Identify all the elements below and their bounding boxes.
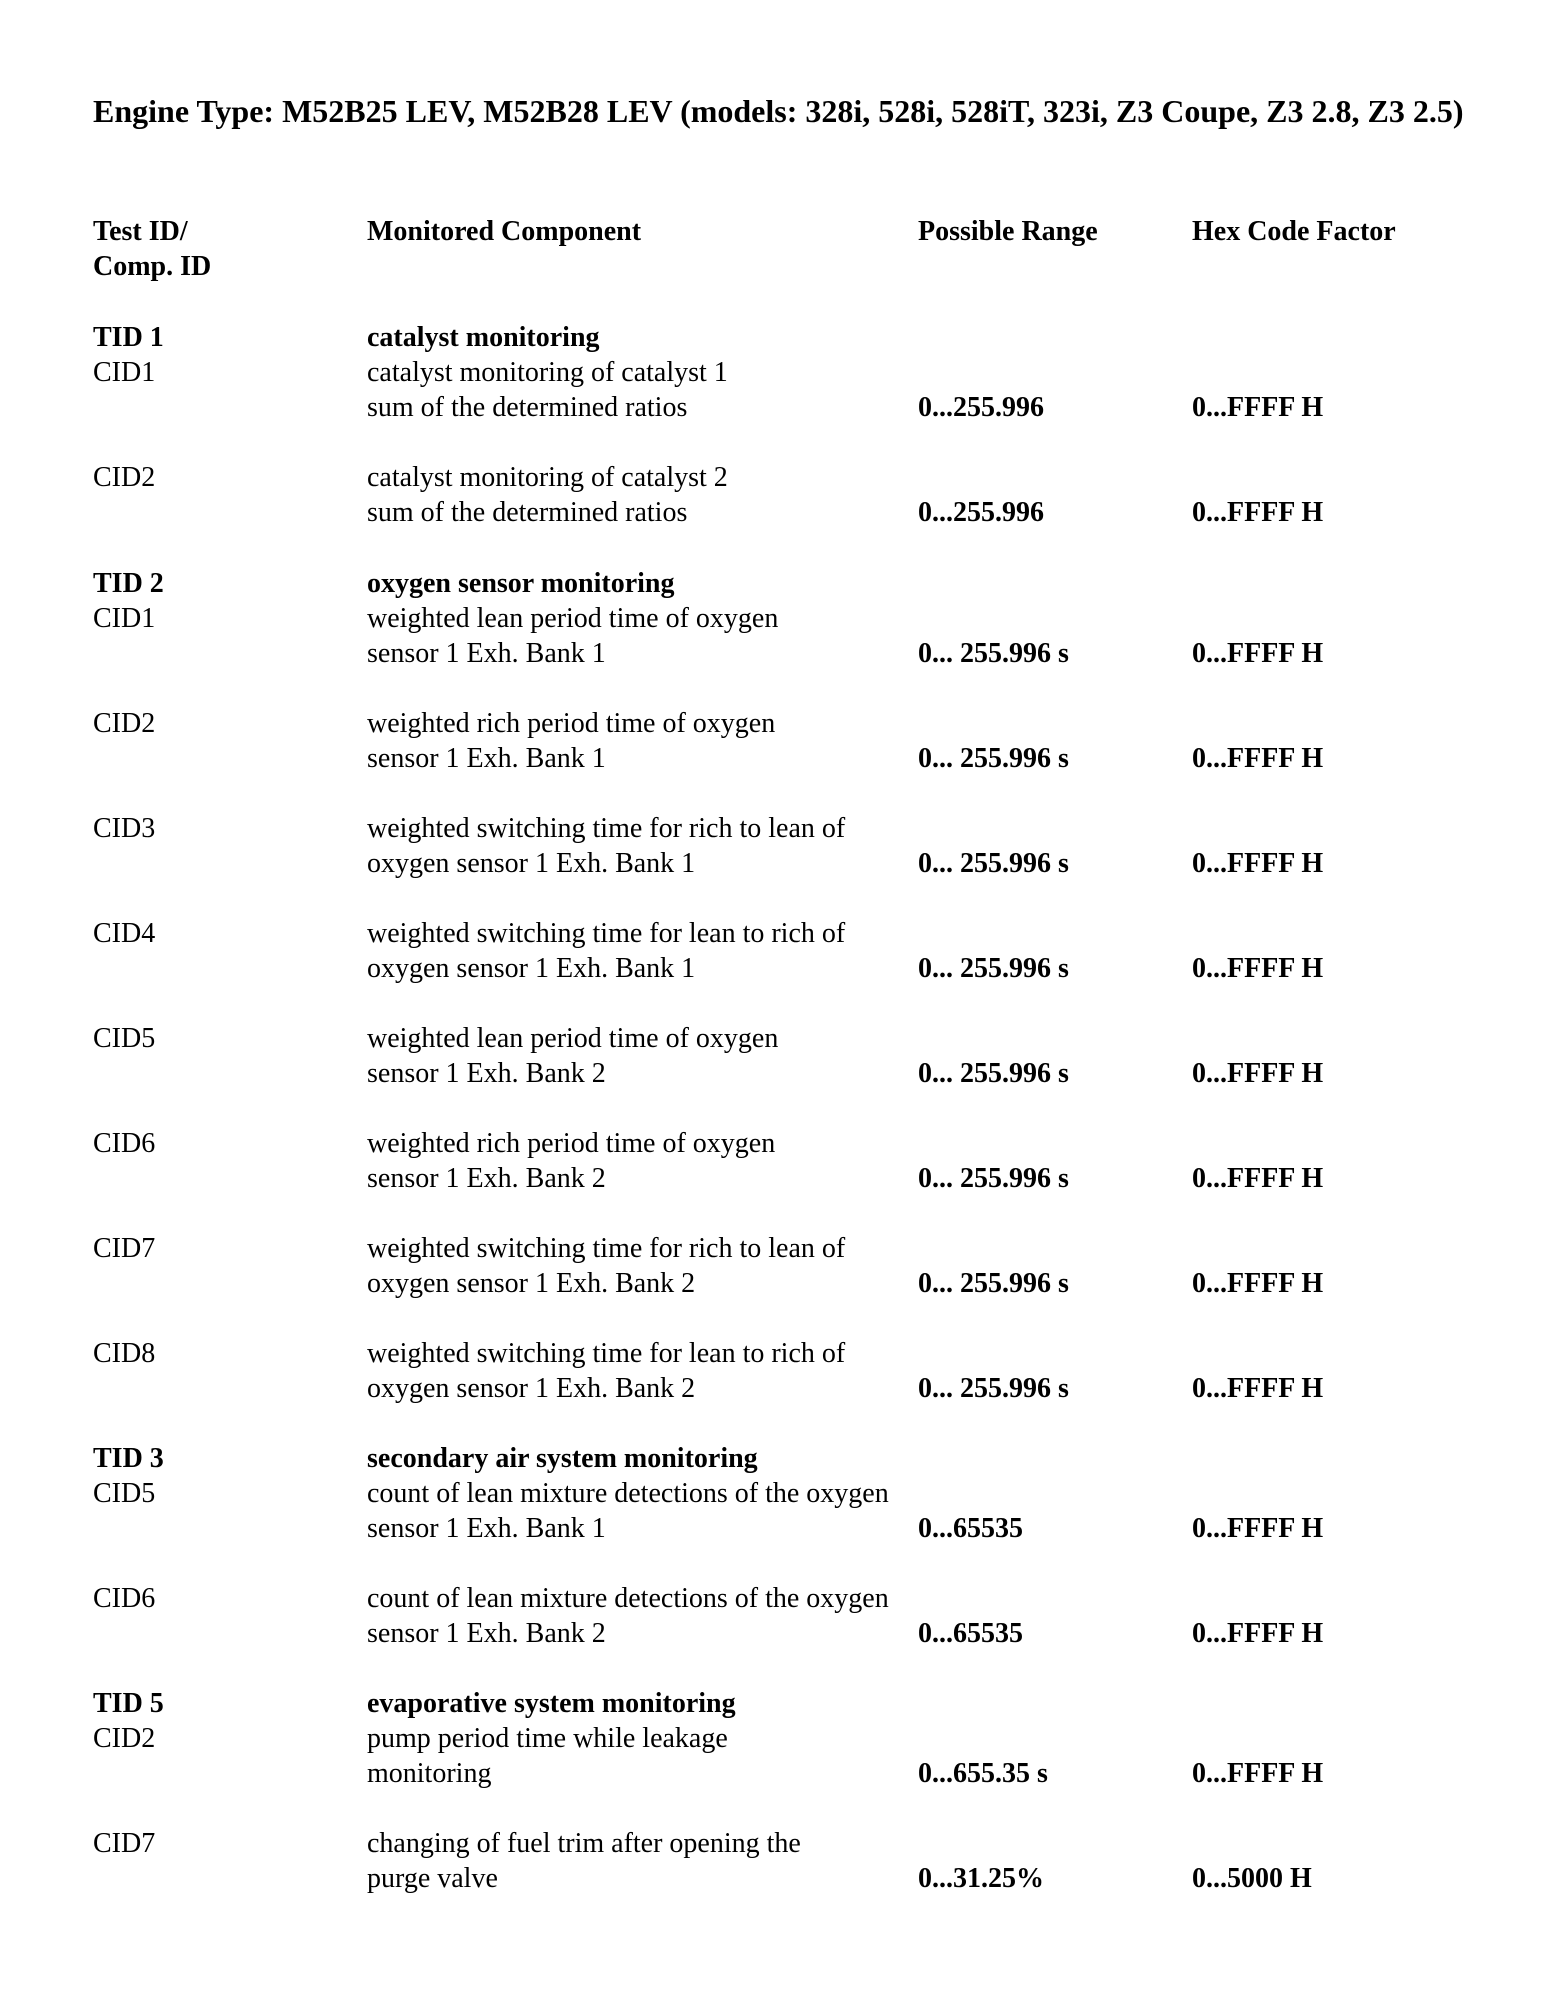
header-test-id-line1: Test ID/ xyxy=(93,216,188,247)
row-id-cell xyxy=(93,811,353,846)
component-id: CID3 xyxy=(93,813,156,844)
component-id: CID1 xyxy=(93,603,156,634)
table-row xyxy=(0,1441,1568,1551)
group-title: catalyst monitoring xyxy=(367,322,600,353)
hex-value: 0...FFFF H xyxy=(1192,848,1324,879)
table-row xyxy=(0,1021,1568,1131)
row-id-cell xyxy=(93,1826,353,1861)
hex-value: 0...FFFF H xyxy=(1192,1618,1324,1649)
row-id-cell xyxy=(93,1021,353,1056)
hex-value: 0...FFFF H xyxy=(1192,392,1324,423)
component-cell xyxy=(367,460,927,530)
component-line2: oxygen sensor 1 Exh. Bank 2 xyxy=(367,1373,696,1404)
table-row xyxy=(0,1231,1568,1341)
header-test-id-line2: Comp. ID xyxy=(93,251,212,282)
component-cell xyxy=(367,1231,927,1301)
component-line2: sensor 1 Exh. Bank 1 xyxy=(367,638,606,669)
range-value: 0... 255.996 s xyxy=(918,1373,1069,1404)
test-id: TID 2 xyxy=(93,568,164,599)
range-value: 0...255.996 xyxy=(918,392,1044,423)
hex-value: 0...FFFF H xyxy=(1192,953,1324,984)
component-line2: monitoring xyxy=(367,1758,492,1789)
table-row xyxy=(0,320,1568,430)
hex-value: 0...FFFF H xyxy=(1192,743,1324,774)
table-row xyxy=(0,1126,1568,1236)
row-id-cell xyxy=(93,1126,353,1161)
test-id: TID 5 xyxy=(93,1688,164,1719)
table-row xyxy=(0,811,1568,921)
table-row xyxy=(0,916,1568,1026)
range-value: 0...65535 xyxy=(918,1513,1023,1544)
header-test-id xyxy=(93,214,211,284)
component-id: CID7 xyxy=(93,1233,156,1264)
component-line1: count of lean mixture detections of the oxygen xyxy=(367,1583,889,1614)
range-value: 0... 255.996 s xyxy=(918,848,1069,879)
component-line2: sum of the determined ratios xyxy=(367,392,688,423)
component-line2: sensor 1 Exh. Bank 1 xyxy=(367,743,606,774)
hex-value: 0...FFFF H xyxy=(1192,638,1324,669)
component-cell xyxy=(367,916,927,986)
component-line2: oxygen sensor 1 Exh. Bank 1 xyxy=(367,848,696,879)
component-id: CID5 xyxy=(93,1478,156,1509)
table-row xyxy=(0,1826,1568,1936)
group-title: oxygen sensor monitoring xyxy=(367,568,675,599)
component-id: CID8 xyxy=(93,1338,156,1369)
hex-value: 0...FFFF H xyxy=(1192,1163,1324,1194)
component-line1: weighted switching time for lean to rich of xyxy=(367,918,846,949)
hex-value: 0...FFFF H xyxy=(1192,1058,1324,1089)
component-line1: weighted switching time for rich to lean of xyxy=(367,813,846,844)
range-value: 0...31.25% xyxy=(918,1863,1044,1894)
group-title: evaporative system monitoring xyxy=(367,1688,736,1719)
component-id: CID2 xyxy=(93,462,156,493)
row-id-cell xyxy=(93,566,353,636)
row-id-cell xyxy=(93,1686,353,1756)
component-line2: oxygen sensor 1 Exh. Bank 1 xyxy=(367,953,696,984)
table-row xyxy=(0,460,1568,570)
test-id: TID 1 xyxy=(93,322,164,353)
range-value: 0... 255.996 s xyxy=(918,1058,1069,1089)
group-title: secondary air system monitoring xyxy=(367,1443,758,1474)
row-id-cell xyxy=(93,1336,353,1371)
range-value: 0... 255.996 s xyxy=(918,953,1069,984)
hex-value: 0...FFFF H xyxy=(1192,1373,1324,1404)
component-line1: weighted rich period time of oxygen xyxy=(367,708,776,739)
component-line2: sensor 1 Exh. Bank 2 xyxy=(367,1618,606,1649)
range-value: 0... 255.996 s xyxy=(918,638,1069,669)
table-row xyxy=(0,1336,1568,1446)
table-row xyxy=(0,566,1568,676)
row-id-cell xyxy=(93,916,353,951)
component-cell xyxy=(367,566,927,671)
hex-value: 0...FFFF H xyxy=(1192,1758,1324,1789)
component-line1: weighted lean period time of oxygen xyxy=(367,603,779,634)
table-row xyxy=(0,1581,1568,1691)
component-line1: changing of fuel trim after opening the xyxy=(367,1828,801,1859)
component-line2: sensor 1 Exh. Bank 1 xyxy=(367,1513,606,1544)
component-id: CID7 xyxy=(93,1828,156,1859)
row-id-cell xyxy=(93,320,353,390)
component-line1: catalyst monitoring of catalyst 1 xyxy=(367,357,728,388)
component-line1: weighted lean period time of oxygen xyxy=(367,1023,779,1054)
component-line2: oxygen sensor 1 Exh. Bank 2 xyxy=(367,1268,696,1299)
table-row xyxy=(0,1686,1568,1796)
hex-value: 0...FFFF H xyxy=(1192,1268,1324,1299)
component-line2: purge valve xyxy=(367,1863,498,1894)
component-cell xyxy=(367,1686,927,1791)
component-line2: sum of the determined ratios xyxy=(367,497,688,528)
component-cell xyxy=(367,1826,927,1896)
component-cell xyxy=(367,1021,927,1091)
component-line2: sensor 1 Exh. Bank 2 xyxy=(367,1163,606,1194)
component-id: CID1 xyxy=(93,357,156,388)
row-id-cell xyxy=(93,706,353,741)
component-cell xyxy=(367,811,927,881)
hex-value: 0...5000 H xyxy=(1192,1863,1312,1894)
hex-value: 0...FFFF H xyxy=(1192,1513,1324,1544)
component-line1: weighted switching time for rich to lean of xyxy=(367,1233,846,1264)
range-value: 0...65535 xyxy=(918,1618,1023,1649)
component-id: CID6 xyxy=(93,1128,156,1159)
component-line1: pump period time while leakage xyxy=(367,1723,728,1754)
component-id: CID2 xyxy=(93,1723,156,1754)
component-id: CID2 xyxy=(93,708,156,739)
component-line1: weighted rich period time of oxygen xyxy=(367,1128,776,1159)
range-value: 0...655.35 s xyxy=(918,1758,1048,1789)
hex-value: 0...FFFF H xyxy=(1192,497,1324,528)
row-id-cell xyxy=(93,1581,353,1616)
component-cell xyxy=(367,1126,927,1196)
header-hex: Hex Code Factor xyxy=(1192,216,1396,247)
component-cell xyxy=(367,1336,927,1406)
header-range: Possible Range xyxy=(918,216,1098,247)
component-line1: catalyst monitoring of catalyst 2 xyxy=(367,462,728,493)
component-cell xyxy=(367,706,927,776)
component-line1: count of lean mixture detections of the oxygen xyxy=(367,1478,889,1509)
table-row xyxy=(0,706,1568,816)
component-line2: sensor 1 Exh. Bank 2 xyxy=(367,1058,606,1089)
component-cell xyxy=(367,320,927,425)
page-title: Engine Type: M52B25 LEV, M52B28 LEV (models: 328i, 528i, 528iT, 323i, Z3 Coupe, Z3 2.8, Z3 2.5) xyxy=(93,93,1464,129)
component-cell xyxy=(367,1441,927,1546)
component-line1: weighted switching time for lean to rich of xyxy=(367,1338,846,1369)
range-value: 0... 255.996 s xyxy=(918,743,1069,774)
range-value: 0... 255.996 s xyxy=(918,1268,1069,1299)
row-id-cell xyxy=(93,460,353,495)
component-id: CID4 xyxy=(93,918,156,949)
component-id: CID5 xyxy=(93,1023,156,1054)
component-id: CID6 xyxy=(93,1583,156,1614)
row-id-cell xyxy=(93,1231,353,1266)
row-id-cell xyxy=(93,1441,353,1511)
test-id: TID 3 xyxy=(93,1443,164,1474)
range-value: 0... 255.996 s xyxy=(918,1163,1069,1194)
header-component: Monitored Component xyxy=(367,216,642,247)
range-value: 0...255.996 xyxy=(918,497,1044,528)
component-cell xyxy=(367,1581,927,1651)
